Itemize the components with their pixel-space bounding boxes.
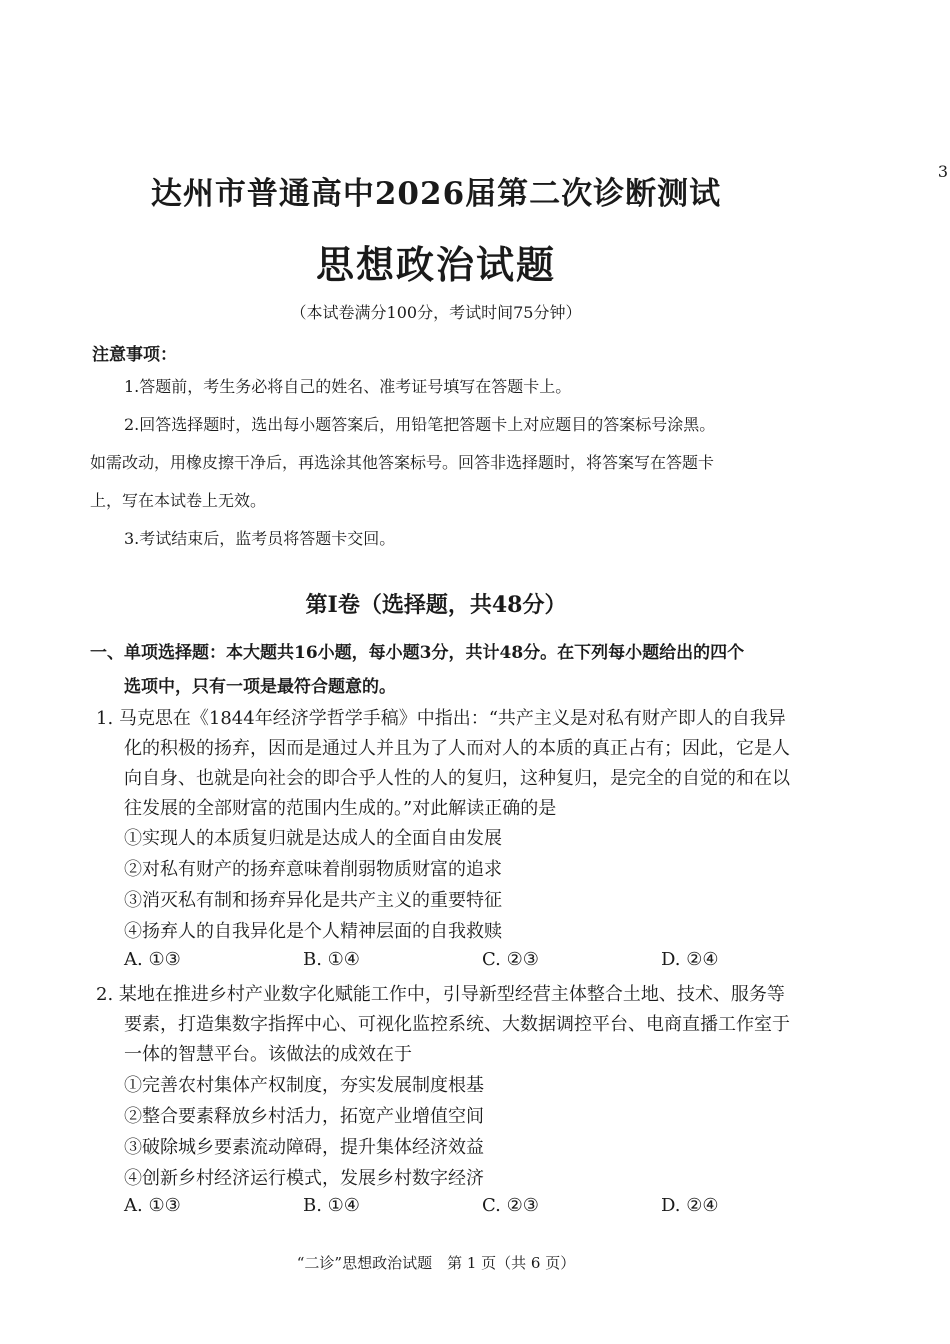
page-footer: “二诊”思想政治试题 第 1 页（共 6 页） (296, 1254, 576, 1272)
notice-line: 如需改动，用橡皮擦干净后，再选涂其他答案标号。回答非选择题时，将答案写在答题卡 (90, 453, 715, 472)
question-stem-line: 要素，打造集数字指挥中心、可视化监控系统、大数据调控平台、电商直播工作室于 (124, 1014, 790, 1035)
statement-option: ②整合要素释放乡村活力，拓宽产业增值空间 (124, 1106, 484, 1127)
answer-choice-c: C. ②③ (482, 1195, 539, 1216)
notice-line: 2.回答选择题时，选出每小题答案后，用铅笔把答题卡上对应题目的答案标号涂黑。 (124, 415, 716, 434)
subject-title: 思想政治试题 (315, 242, 556, 287)
statement-option: ①实现人的本质复归就是达成人的全面自由发展 (124, 828, 502, 849)
question-stem-line: 2. 某地在推进乡村产业数字化赋能工作中，引导新型经营主体整合土地、技术、服务等 (96, 984, 785, 1005)
question-stem-line: 1. 马克思在《1844年经济学哲学手稿》中指出：“共产主义是对私有财产即人的自我异 (96, 708, 786, 729)
answer-choice-a: A. ①③ (124, 1195, 181, 1216)
answer-choice-a: A. ①③ (124, 949, 181, 970)
answer-choice-d: D. ②④ (661, 1195, 719, 1216)
notice-line: 3.考试结束后，监考员将答题卡交回。 (124, 529, 396, 548)
answer-choice-d: D. ②④ (661, 949, 719, 970)
answer-choice-b: B. ①④ (303, 1195, 360, 1216)
section-heading: 第Ⅰ卷（选择题，共48分） (305, 592, 567, 618)
exam-title: 达州市普通高中2026届第二次诊断测试 (150, 176, 722, 212)
statement-option: ②对私有财产的扬弃意味着削弱物质财富的追求 (124, 859, 502, 880)
question-stem-line: 向自身、也就是向社会的即合乎人性的人的复归，这种复归，是完全的自觉的和在以 (124, 768, 790, 789)
statement-option: ③消灭私有制和扬弃异化是共产主义的重要特征 (124, 890, 502, 911)
statement-option: ④创新乡村经济运行模式，发展乡村数字经济 (124, 1168, 484, 1189)
part-instruction: 选项中，只有一项是最符合题意的。 (124, 677, 396, 697)
question-stem-line: 一体的智慧平台。该做法的成效在于 (124, 1044, 412, 1065)
page-corner-mark: 3 (937, 162, 948, 181)
part-instruction: 一、单项选择题：本大题共16小题，每小题3分，共计48分。在下列每小题给出的四个 (90, 643, 745, 663)
question-stem-line: 化的积极的扬弃，因而是通过人并且为了人而对人的本质的真正占有；因此，它是人 (124, 738, 790, 759)
question-stem-line: 往发展的全部财富的范围内生成的。”对此解读正确的是 (124, 798, 557, 819)
statement-option: ④扬弃人的自我异化是个人精神层面的自我救赎 (124, 921, 502, 942)
answer-choice-b: B. ①④ (303, 949, 360, 970)
notice-heading: 注意事项： (92, 345, 177, 365)
statement-option: ③破除城乡要素流动障碍，提升集体经济效益 (124, 1137, 484, 1158)
exam-info: （本试卷满分100分，考试时间75分钟） (290, 303, 582, 322)
statement-option: ①完善农村集体产权制度，夯实发展制度根基 (124, 1075, 484, 1096)
notice-line: 1.答题前，考生务必将自己的姓名、准考证号填写在答题卡上。 (124, 377, 572, 396)
answer-choice-c: C. ②③ (482, 949, 539, 970)
notice-line: 上，写在本试卷上无效。 (90, 491, 267, 510)
